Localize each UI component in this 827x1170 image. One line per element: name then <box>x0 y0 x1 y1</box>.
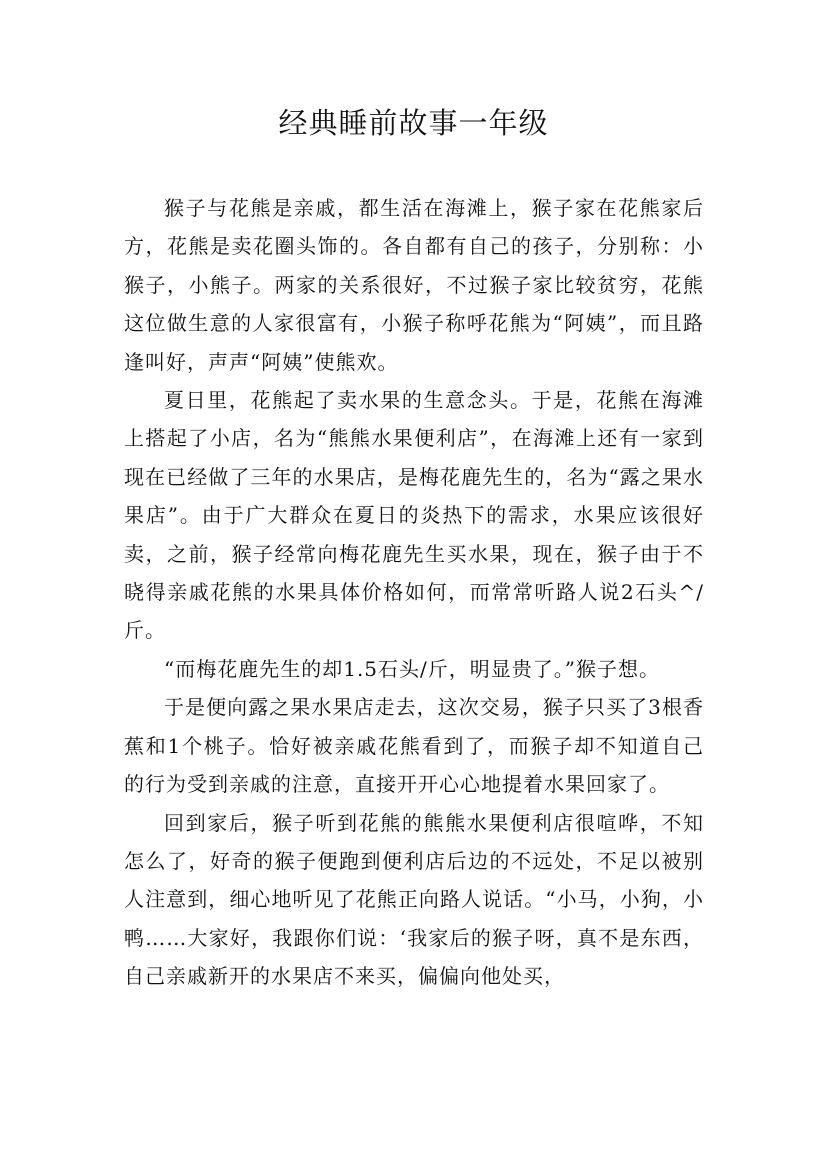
story-body <box>124 189 704 996</box>
paragraph-2: 夏日里，花熊起了卖水果的生意念头。于是，花熊在海滩上搭起了小店，名为“熊熊水果便利店”，在海滩上还有一家到现在已经做了三年的水果店，是梅花鹿先生的，名为“露之果水果店”。由于广大群众在夏日的炎热下的需求，水果应该很好卖，之前，猴子经常向梅花鹿先生买水果，现在，猴子由于不晓得亲戚花熊的水果具体价格如何，而常常听路人说2石头^/斤。 <box>124 388 704 643</box>
document-title: 经典睡前故事一年级 <box>278 106 549 140</box>
paragraph-3: “而梅花鹿先生的却1.5石头/斤，明显贵了。”猴子想。 <box>164 656 660 681</box>
paragraph-5: 回到家后，猴子听到花熊的熊熊水果便利店很喧哗，不知怎么了，好奇的猴子便跑到便利店后边的不远处，不足以被别人注意到，细心地听见了花熊正向路人说话。“小马，小狗，小鸭……大家好，我跟你们说：‘我家后的猴子呀，真不是东西，自己亲戚新开的水果店不来买，偏偏向他处买， <box>124 810 704 989</box>
paragraph-1: 猴子与花熊是亲戚，都生活在海滩上，猴子家在花熊家后方，花熊是卖花圈头饰的。各自都有自己的孩子，分别称：小猴子，小熊子。两家的关系很好，不过猴子家比较贫穷，花熊这位做生意的人家很富有，小猴子称呼花熊为“阿姨”，而且路逢叫好，声声“阿姨”使熊欢。 <box>124 196 704 374</box>
paragraph-4: 于是便向露之果水果店走去，这次交易，猴子只买了3根香蕉和1个桃子。恰好被亲戚花熊看到了，而猴子却不知道自己的行为受到亲戚的注意，直接开开心心地提着水果回家了。 <box>124 695 704 797</box>
